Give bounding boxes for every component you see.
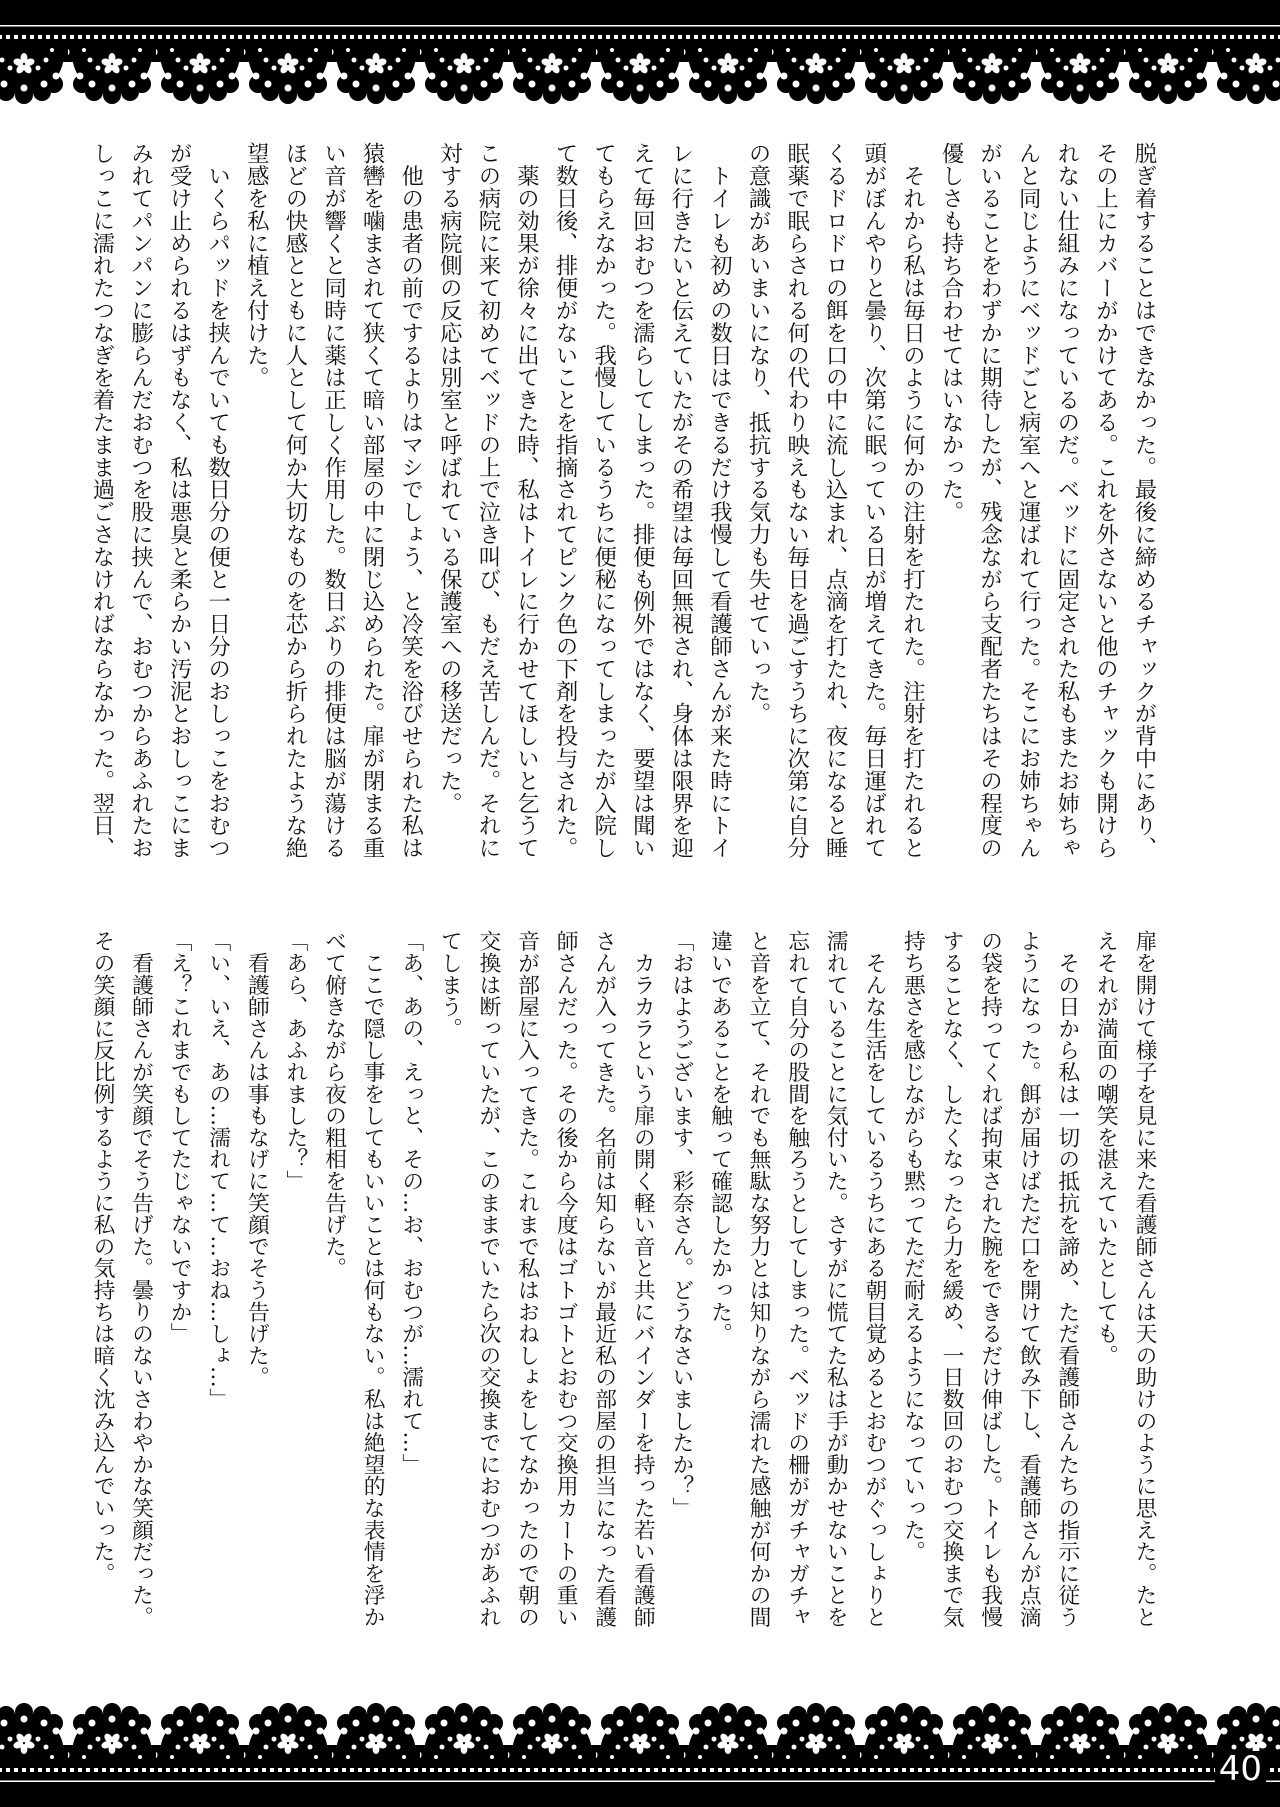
- text-column: 「おはようございます、彩奈さん。どうなさいましたか？」: [668, 930, 694, 1519]
- text-column: その日から私は一切の抵抗を諦め、ただ看護師さんたちの指示に従う: [1054, 930, 1080, 1628]
- lace-border-top: [0, 0, 1280, 108]
- text-column: 「あら、あふれました？」: [282, 930, 308, 1192]
- text-column: この病院に来て初めてベッドの上で泣き叫び、もだえ苦しんだ。それに: [474, 142, 501, 859]
- text-column: 頭がぼんやりと曇り、次第に眠っている日が増えてきた。毎日運ばれて: [860, 142, 887, 859]
- text-column: 望感を私に植え付けた。: [243, 142, 270, 389]
- lower-text-block: [82, 930, 1163, 1628]
- text-column: レに行きたいと伝えていたがその希望は毎回無視され、身体は限界を迎: [667, 142, 694, 859]
- text-column: 交換は断っていたが、このままでいたら次の交換までにおむつがあふれ: [475, 930, 501, 1628]
- text-column: 眠薬で眠らされる何の代わり映えもない毎日を過ごすうちに次第に自分: [783, 142, 810, 859]
- text-column: それから私は毎日のように何かの注射を打たれた。注射を打たれると: [899, 142, 926, 859]
- text-column: い音が響くと同時に薬は正しく作用した。数日ぶりの排便は脳が蕩ける: [320, 142, 347, 859]
- text-column: 猿轡を噛まされて狭くて暗い部屋の中に閉じ込められた。扉が閉まる重: [359, 142, 386, 859]
- text-column: その上にカバーがかけてある。これを外さないと他のチャックも開けら: [1092, 142, 1119, 859]
- text-column: しっこに濡れたつなぎを着たまま過ごさなければならなかった。翌日、: [88, 142, 115, 859]
- text-column: トイレも初めの数日はできるだけ我慢して看護師さんが来た時にトイ: [706, 142, 733, 859]
- text-column: えて毎回おむつを濡らしてしまった。排便も例外ではなく、要望は聞い: [629, 142, 656, 859]
- text-column: ここで隠し事をしてもいいことは何もない。私は絶望的な表情を浮か: [360, 930, 386, 1628]
- text-column: 看護師さんが笑顔でそう告げた。曇りのないさわやかな笑顔だった。: [128, 930, 154, 1628]
- text-column: 「あ、あの、えっと、その…お、おむつが…濡れて…」: [398, 930, 424, 1475]
- text-column: と音を立て、それでも無駄な努力とは知りながら濡れた感触が何かの間: [746, 930, 772, 1628]
- text-column: てしまう。: [437, 930, 463, 1039]
- text-column: の意識があいまいになり、抵抗する気力も失せていった。: [745, 142, 772, 725]
- text-column: べて俯きながら夜の粗相を告げた。: [321, 930, 347, 1279]
- text-column: んと同じようにベッドごと病室へと運ばれて行った。そこにお姉ちゃん: [1015, 142, 1042, 859]
- text-column: 師さんだった。その後から今度はゴトゴトとおむつ交換用カートの重い: [553, 930, 579, 1628]
- text-column: 扉を開けて様子を見に来た看護師さんは天の助けのように思えた。たと: [1132, 930, 1157, 1628]
- text-column: その笑顔に反比例するように私の気持ちは暗く沈み込んでいった。: [89, 930, 115, 1584]
- lace-border-bottom: [0, 1699, 1280, 1807]
- text-column: 他の患者の前でするよりはマシでしょう、と冷笑を浴びせられた私は: [397, 142, 424, 859]
- text-column: がいることをわずかに期待したが、残念ながら支配者たちはその程度の: [976, 142, 1003, 859]
- text-column: 薬の効果が徐々に出てきた時、私はトイレに行かせてほしいと乞うて: [513, 142, 540, 859]
- text-column: みれてパンパンに膨らんだおむつを股に挟んで、おむつからあふれたお: [127, 142, 154, 859]
- text-column: そんな生活をしているうちにある朝目覚めるとおむつがぐっしょりと: [861, 930, 887, 1628]
- text-column: 対する病院側の反応は別室と呼ばれている保護室への移送だった。: [436, 142, 463, 814]
- text-column: 違いであることを触って確認したかった。: [707, 930, 733, 1345]
- text-column: 音が部屋に入ってきた。これまで私はおねしょをしてなかったので朝の: [514, 930, 540, 1628]
- text-column: 「え？これまでもしてたじゃないですか」: [167, 930, 193, 1345]
- text-column: えそれが満面の嘲笑を湛えていたとしても。: [1093, 930, 1119, 1366]
- text-column: 脱ぎ着することはできなかった。最後に締めるチャックが背中にあり、: [1131, 142, 1157, 859]
- text-column: くるドロドロの餌を口の中に流し込まれ、点滴を打たれ、夜になると睡: [822, 142, 849, 859]
- text-column: が受け止められるはずもなく、私は悪臭と柔らかい汚泥とおしっこにま: [166, 142, 193, 859]
- text-column: てもらえなかった。我慢しているうちに便秘になってしまったが入院し: [590, 142, 617, 859]
- text-column: ようになった。餌が届けばただ口を開けて飲み下し、看護師さんが点滴: [1016, 930, 1042, 1628]
- text-column: さんが入ってきた。名前は知らないが最近私の部屋の担当になった看護: [591, 930, 617, 1628]
- text-column: ほどの快感とともに人として何か大切なものを芯から折られたような絶: [281, 142, 308, 859]
- text-column: いくらパッドを挟んでいても数日分の便と一日分のおしっこをおむつ: [204, 142, 231, 859]
- text-column: て数日後、排便がないことを指摘されてピンク色の下剤を投与された。: [552, 142, 579, 859]
- text-column: カラカラという扉の開く軽い音と共にバインダーを持った若い看護師: [630, 930, 656, 1628]
- text-column: れない仕組みになっているのだ。ベッドに固定された私もまたお姉ちゃ: [1053, 142, 1080, 859]
- text-column: の袋を持ってくれば拘束された腕をできるだけ伸ばした。トイレも我慢: [977, 930, 1003, 1628]
- text-column: することなく、したくなったら力を緩め、一日数回のおむつ交換まで気: [939, 930, 965, 1628]
- text-column: 「い、いえ、あの…濡れて…て…おね…しょ…」: [205, 930, 231, 1410]
- upper-text-block: [82, 142, 1163, 859]
- text-column: 看護師さんは事もなげに笑顔でそう告げた。: [244, 930, 270, 1388]
- text-column: 持ち悪さを感じながらも黙ってただ耐えるようになっていった。: [900, 930, 926, 1563]
- text-column: 優しさも持ち合わせてはいなかった。: [938, 142, 965, 523]
- page-number: 40: [1215, 1751, 1266, 1787]
- text-column: 忘れて自分の股間を触ろうとしてしまった。ベッドの柵がガチャガチャ: [784, 930, 810, 1628]
- text-column: 濡れていることに気付いた。さすがに慌てた私は手が動かせないことを: [823, 930, 849, 1628]
